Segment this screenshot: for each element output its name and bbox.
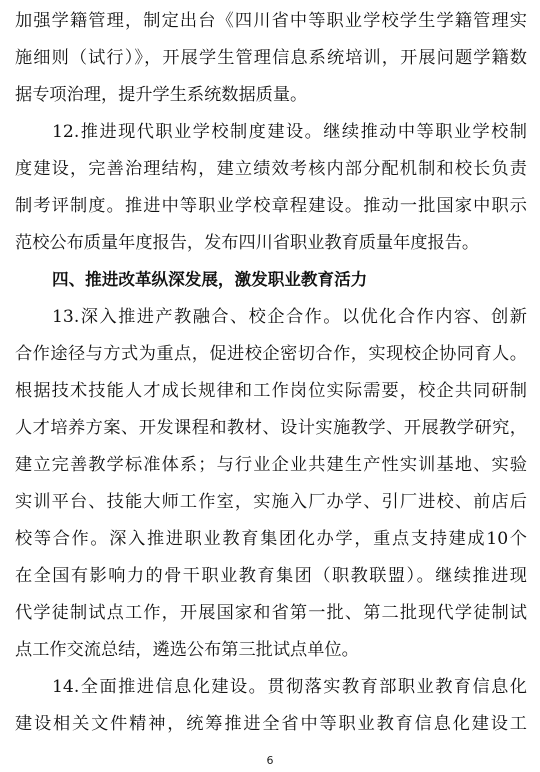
text-line: 人才培养方案、开发课程和教材、设计实施教学、开展教学研究， [15,418,527,438]
text-line: 在全国有影响力的骨干职业教育集团（职教联盟）。继续推进现 [15,566,527,586]
text-line: 13.深入推进产教融合、校企合作。以优化合作内容、创新 [52,307,527,327]
text-line: 建立完善教学标准体系；与行业企业共建生产性实训基地、实验 [15,455,527,475]
section-heading: 四、推进改革纵深发展，激发职业教育活力 [52,270,368,289]
text-line: 范校公布质量年度报告，发布四川省职业教育质量年度报告。 [15,233,480,253]
text-line: 代学徒制试点工作，开展国家和省第一批、第二批现代学徒制试 [15,603,527,623]
text-line: 14.全面推进信息化建设。贯彻落实教育部职业教育信息化 [52,677,527,697]
page-number: 6 [266,754,274,767]
text-line: 加强学籍管理，制定出台《四川省中等职业学校学生学籍管理实 [15,11,527,31]
text-line: 实训平台、技能大师工作室，实施入厂办学、引厂进校、前店后 [15,492,527,512]
text-line: 据专项治理，提升学生系统数据质量。 [15,85,308,105]
text-line: 合作途径与方式为重点，促进校企密切合作，实现校企协同育人。 [15,344,527,364]
text-line: 根据技术技能人才成长规律和工作岗位实际需要，校企共同研制 [15,381,527,401]
text-line: 12.推进现代职业学校制度建设。继续推动中等职业学校制 [52,122,527,142]
text-line: 施细则（试行）》，开展学生管理信息系统培训，开展问题学籍数 [15,48,527,68]
text-line: 度建设，完善治理结构，建立绩效考核内部分配机制和校长负责 [15,159,527,179]
text-line: 点工作交流总结，遴选公布第三批试点单位。 [15,640,359,660]
text-line: 制考评制度。推进中等职业学校章程建设。推动一批国家中职示 [15,196,527,216]
text-line: 建设相关文件精神，统筹推进全省中等职业教育信息化建设工 [15,714,527,734]
text-line: 校等合作。深入推进职业教育集团化办学，重点支持建成10个 [15,529,527,549]
